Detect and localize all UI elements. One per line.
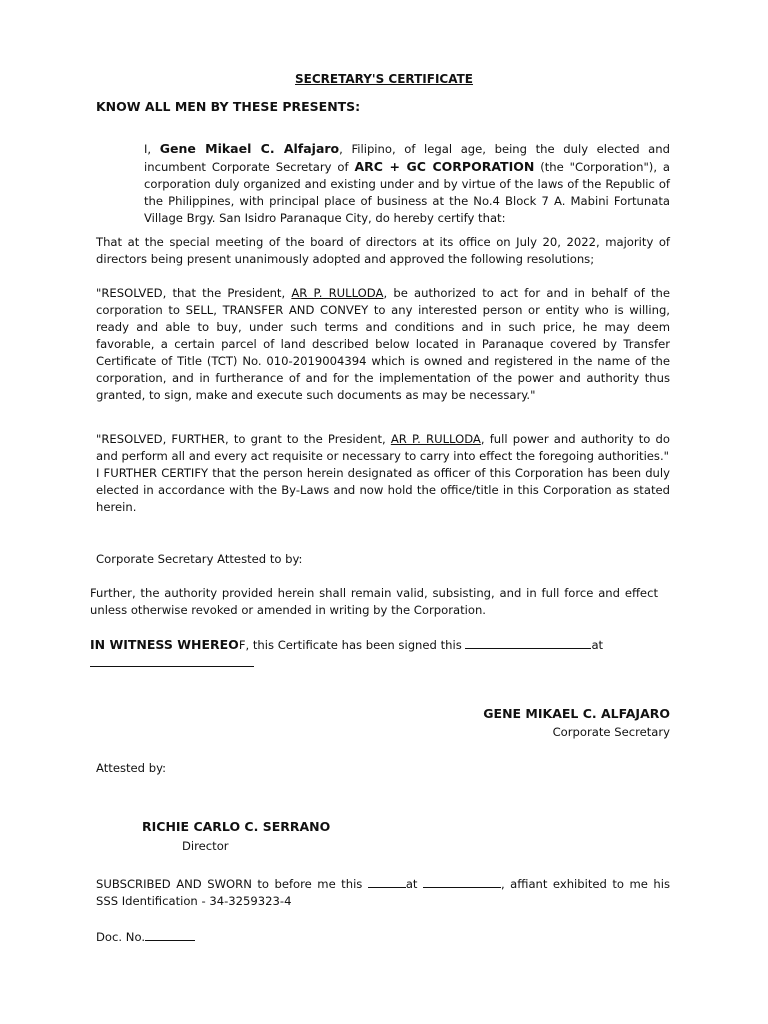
certify-paragraph: I FURTHER CERTIFY that the person herein designated as officer of this Corporation has been duly elected in accordance with the By-Laws and now hold the office/title in this Corporation as stated herein. [96,466,670,514]
sworn-place-blank [423,875,501,888]
president-name: AR P. RULLODA [291,286,384,300]
witness-at: at [591,638,604,652]
meeting-paragraph: That at the special meeting of the board of directors at its office on July 20, 2022, majority of directors being present unanimously adopted and approved the following resolutions; [96,235,670,266]
sworn-date-blank [368,875,406,888]
sworn-text-1: SUBSCRIBED AND SWORN to before me this [96,877,363,891]
attested-line: Corporate Secretary Attested to by: [96,552,303,566]
further-paragraph: Further, the authority provided herein shall remain valid, subsisting, and in full force and effect unless otherwise revoked or amended in writing by the Corporation. [90,586,658,617]
witness-text: F, this Certificate has been signed this [238,638,462,652]
resolution-1 [96,285,670,404]
witness-heading: IN WITNESS WHEREO [90,637,239,652]
sworn-paragraph [96,875,670,910]
doc-no-blank [145,928,195,941]
resolution-2 [96,431,670,516]
intro-lead: I, [144,142,152,156]
doc-no-line [96,928,195,944]
resolution-2-pre: "RESOLVED, FURTHER, to grant to the President, [96,432,386,446]
sworn-text-2: , affiant exhibited to me his SSS Identification - 34-3259323-4 [96,877,671,908]
place-blank [90,654,254,667]
preamble: KNOW ALL MEN BY THESE PRESENTS: [96,99,361,114]
secretary-signatory-name: GENE MIKAEL C. ALFAJARO [483,706,670,721]
document-title: SECRETARY'S CERTIFICATE [295,72,473,86]
secretary-signatory-title: Corporate Secretary [552,725,670,739]
doc-no-label: Doc. No. [96,930,146,944]
resolution-2-post: , full power and authority to do and perform all and every act requisite or necessary to carry into effect the foregoing authorities." [96,432,670,463]
company-name: ARC + GC CORPORATION [354,159,535,174]
attested-by-label: Attested by: [96,761,166,775]
president-name: AR P. RULLODA [390,432,481,446]
witness-paragraph [90,636,690,672]
resolution-1-pre: "RESOLVED, that the President, [96,286,286,300]
intro-text-2: (the "Corporation"), a corporation duly organized and existing under and by virtue of the laws of the Republic of the Philippines, with principal place of business at the No.4 Block 7 A. Mabini Fortunata Village Brgy. San Isidro Paranaque City, do hereby certify that: [144,160,670,225]
intro-paragraph [96,140,670,227]
secretary-name-inline: Gene Mikael C. Alfajaro [159,141,340,156]
resolution-1-post: , be authorized to act for and in behalf of the corporation to SELL, TRANSFER AND CONVEY to any interested person or entity who is willing, ready and able to buy, under such terms and conditions and in such price, he may deem favorable, a certain parcel of land described below located in Paranaque covered by Transfer Certificate of Title (TCT) No. 010-2019004394 which is owned and registered in the name of the corporation, and in furtherance of and for the implementation of the power and authority thus granted, to sign, make and execute such documents as may be necessary." [96,286,670,402]
date-blank [465,636,591,649]
director-name: RICHIE CARLO C. SERRANO [142,819,331,834]
director-title: Director [182,839,229,853]
intro-text-1: , Filipino, of legal age, being the duly elected and incumbent Corporate Secretary of [144,142,670,174]
sworn-at: at [405,877,418,891]
